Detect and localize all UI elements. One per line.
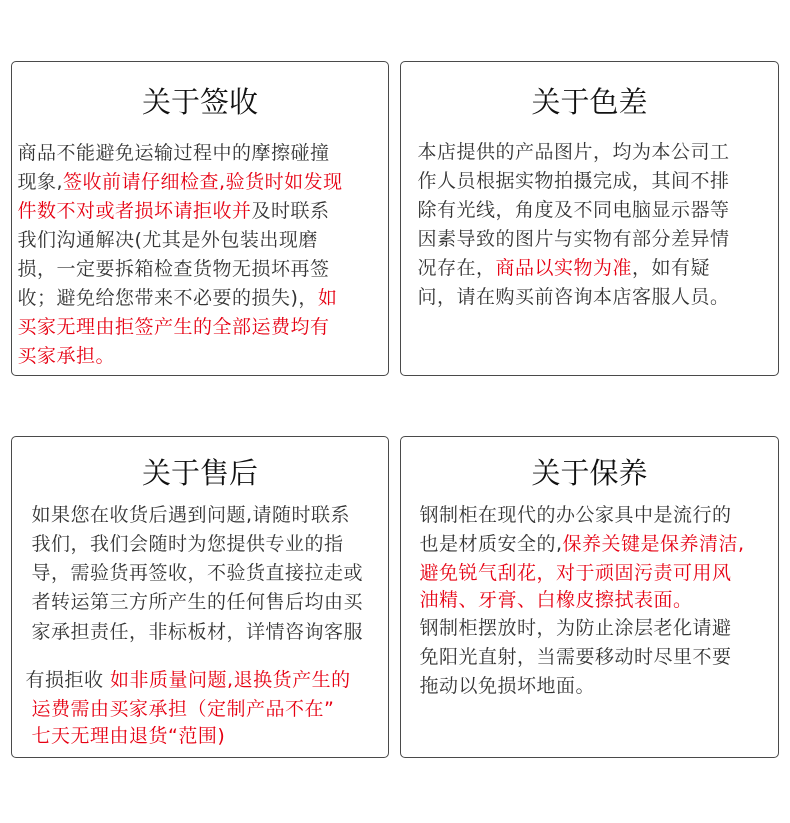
body-text: 因素导致的图片与实物有部分差异情: [417, 227, 730, 250]
highlight-text: 商品以实物为准: [495, 256, 633, 279]
highlight-text: 油精、牙膏、白橡皮擦拭表面。: [419, 588, 693, 611]
highlight-text: 保养关键是保养清洁,: [562, 532, 745, 555]
maintenance-title: 关于保养: [531, 456, 648, 490]
highlight-text: 件数不对或者损坏请拒收并: [17, 199, 252, 222]
signing-line: [18, 170, 343, 194]
body-text: 我们沟通解决(尤其是外包装出现磨: [17, 228, 318, 251]
signing-line: [18, 257, 330, 281]
color-diff-line: [418, 227, 730, 251]
color-diff-line: [418, 169, 730, 193]
maintenance-line: [420, 532, 745, 556]
body-text: 有损拒收: [25, 668, 111, 691]
body-text: 现象,: [17, 170, 64, 193]
color-diff-line: [418, 140, 730, 164]
after-sale-line: [32, 590, 364, 614]
body-text: 损，一定要拆箱检查货物无损坏再签: [17, 257, 330, 280]
after-sale-line: [32, 503, 351, 527]
highlight-text: 如: [317, 286, 338, 309]
signing-card: [11, 61, 389, 376]
body-text: 收；避免给您带来不必要的损失)，: [17, 286, 318, 309]
after-sale-line: [32, 697, 335, 721]
body-text: 者转运第三方所产生的任何售后均由买: [31, 590, 364, 613]
body-text: 也是材质安全的,: [419, 532, 563, 555]
signing-line: [18, 344, 116, 368]
signing-line: [18, 228, 318, 252]
highlight-text: 七天无理由退货“范围): [31, 724, 226, 747]
body-text: 免阳光直射，当需要移动时尽里不要: [419, 645, 732, 668]
body-text: 本店提供的产品图片，均为本公司工: [417, 140, 730, 163]
color-diff-line: [418, 285, 730, 309]
body-text: 除有光线，角度及不同电脑显示器等: [417, 198, 730, 221]
body-text: 商品不能避免运输过程中的摩擦碰撞: [17, 141, 330, 164]
signing-line: [18, 315, 330, 339]
signing-line: [18, 141, 330, 165]
color-diff-line: [418, 198, 730, 222]
body-text: 如果您在收货后遇到问题,请随时联系: [31, 503, 351, 526]
body-text: 问，请在购买前咨询本店客服人员。: [417, 285, 730, 308]
after-sale-card: [11, 436, 389, 758]
after-sale-line: [26, 668, 351, 692]
body-text: 况存在，: [417, 256, 496, 279]
body-text: 钢制柜摆放时，为防止涂层老化请避: [419, 616, 732, 639]
body-text: 及时联系: [251, 199, 330, 222]
maintenance-line: [420, 645, 732, 669]
maintenance-line: [420, 561, 732, 585]
maintenance-line: [420, 616, 732, 640]
highlight-text: 买家无理由拒签产生的全部运费均有: [17, 315, 330, 338]
after-sale-line: [32, 724, 226, 748]
color-diff-line: [418, 256, 711, 280]
maintenance-card: [400, 436, 779, 758]
maintenance-line: [420, 588, 693, 612]
after-sale-title: 关于售后: [141, 456, 258, 490]
color-diff-card: [400, 61, 779, 376]
after-sale-line: [32, 620, 364, 644]
body-text: 拖动以免损坏地面。: [419, 674, 596, 697]
signing-line: [18, 286, 338, 310]
highlight-text: 避免锐气刮花，对于顽固污责可用风: [419, 561, 732, 584]
maintenance-line: [420, 674, 596, 698]
signing-line: [18, 199, 330, 223]
highlight-text: 如非质量问题,退换货产生的: [110, 668, 351, 691]
highlight-text: 运费需由买家承担（定制产品不在”: [31, 697, 335, 720]
body-text: 作人员根据实物拍摄完成，其间不排: [417, 169, 730, 192]
maintenance-line: [420, 503, 732, 527]
body-text: ，如有疑: [632, 256, 711, 279]
highlight-text: 买家承担。: [17, 344, 116, 367]
signing-title: 关于签收: [141, 85, 258, 119]
color-diff-title: 关于色差: [531, 85, 648, 119]
highlight-text: 签收前请仔细检查,验货时如发现: [63, 170, 343, 193]
body-text: 钢制柜在现代的办公家具中是流行的: [419, 503, 732, 526]
after-sale-line: [32, 532, 344, 556]
body-text: 家承担责任，非标板材，详情咨询客服: [31, 620, 364, 643]
after-sale-line: [32, 561, 364, 585]
body-text: 导，需验货再签收，不验货直接拉走或: [31, 561, 364, 584]
body-text: 我们，我们会随时为您提供专业的指: [31, 532, 344, 555]
